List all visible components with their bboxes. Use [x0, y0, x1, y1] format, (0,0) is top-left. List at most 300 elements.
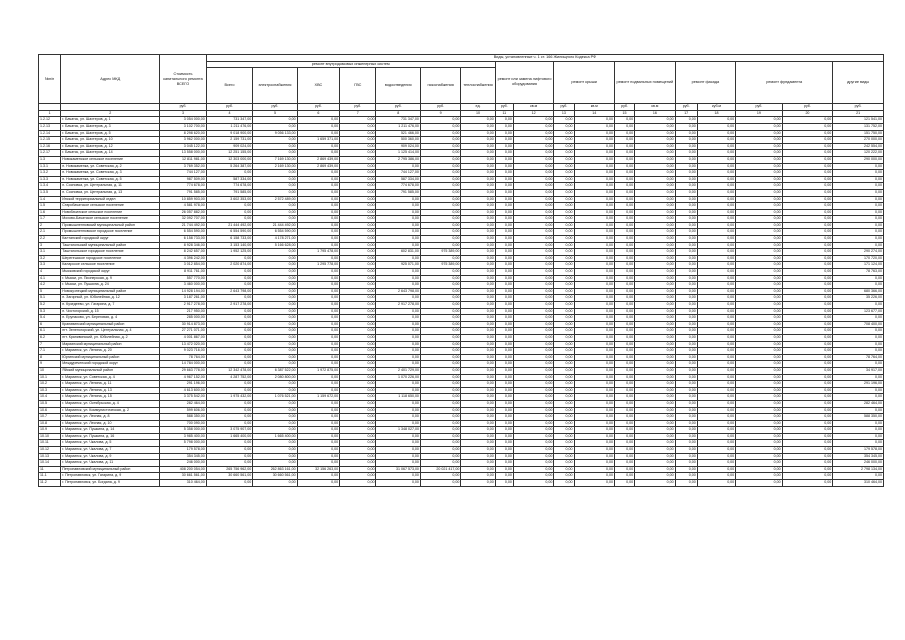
value-cell: 0,00 [675, 222, 697, 229]
value-cell: 0,00 [736, 374, 782, 381]
value-cell: 270 000,00 [833, 137, 884, 144]
value-cell: 0,00 [461, 308, 495, 315]
value-cell: 0,00 [782, 315, 833, 322]
value-cell: 0,00 [297, 460, 339, 467]
value-cell: 0,00 [461, 262, 495, 269]
unit-cell: кв.м [635, 104, 675, 111]
value-cell: 0,00 [675, 308, 697, 315]
value-cell: 0,00 [253, 387, 297, 394]
value-cell: 0,00 [461, 130, 495, 137]
value-cell: 0,00 [461, 315, 495, 322]
value-cell: 0,00 [782, 150, 833, 157]
table-row [39, 387, 884, 394]
value-cell: 0,00 [495, 176, 513, 183]
value-cell: 0,00 [782, 275, 833, 282]
value-cell: 1 125 414,00 [376, 150, 420, 157]
row-address: Новокузнецкий муниципальный район [61, 288, 160, 295]
value-cell: 0,00 [782, 242, 833, 249]
types-group-header: Виды, установленные ч. 1 ст. 166 Жилищного Кодекса РФ [206, 55, 883, 62]
value-cell: 0,00 [782, 203, 833, 210]
row-number: 10.10 [39, 433, 61, 440]
value-cell: 0,00 [340, 176, 376, 183]
value-cell: 0,00 [495, 400, 513, 407]
row-number: 1.2.15 [39, 137, 61, 144]
value-cell: 0,00 [614, 427, 634, 434]
value-cell: 0,00 [513, 460, 553, 467]
value-cell: 0,00 [574, 236, 614, 243]
value-cell: 0,00 [420, 400, 460, 407]
value-cell: 0,00 [675, 216, 697, 223]
value-cell: 0,00 [554, 288, 574, 295]
value-cell: 0,00 [675, 466, 697, 473]
value-cell: 0,00 [420, 130, 460, 137]
value-cell: 0,00 [833, 275, 884, 282]
value-cell: 0,00 [495, 282, 513, 289]
value-cell: 0,00 [736, 176, 782, 183]
value-cell: 731 347,00 [206, 117, 252, 124]
value-cell: 0,00 [736, 183, 782, 190]
value-cell: 0,00 [782, 123, 833, 130]
value-cell: 0,00 [782, 367, 833, 374]
table-row [39, 163, 884, 170]
value-cell: 731 347,00 [376, 117, 420, 124]
row-address: Междуреченский городской округ [61, 361, 160, 368]
value-cell: 0,00 [635, 302, 675, 309]
value-cell: 0,00 [635, 427, 675, 434]
column-index-cell: 8 [376, 110, 420, 117]
row-number: 4.1 [39, 275, 61, 282]
value-cell: 0,00 [833, 282, 884, 289]
value-cell: 0,00 [340, 407, 376, 414]
row-number: 3.2 [39, 255, 61, 262]
value-cell: 0,00 [420, 176, 460, 183]
value-cell: 0,00 [635, 394, 675, 401]
value-cell: 0,00 [833, 209, 884, 216]
value-cell: 0,00 [614, 302, 634, 309]
value-cell: 0,00 [495, 295, 513, 302]
value-cell: 0,00 [782, 282, 833, 289]
value-cell: 0,00 [461, 414, 495, 421]
value-cell: 0,00 [782, 480, 833, 487]
value-cell: 0,00 [513, 308, 553, 315]
value-cell: 0,00 [376, 242, 420, 249]
value-cell: 0,00 [782, 269, 833, 276]
value-cell: 0,00 [376, 414, 420, 421]
value-cell: 3 962 000,00 [160, 137, 206, 144]
value-cell: 1 159 672,00 [297, 394, 339, 401]
value-cell: 0,00 [833, 236, 884, 243]
value-cell: 0,00 [554, 249, 574, 256]
col-facade: ремонт фасада [675, 61, 736, 104]
row-number: 9 [39, 361, 61, 368]
value-cell: 0,00 [675, 262, 697, 269]
value-cell: 521 466,00 [376, 130, 420, 137]
value-cell: 0,00 [420, 407, 460, 414]
value-cell: 0,00 [697, 282, 735, 289]
value-cell: 0,00 [833, 361, 884, 368]
value-cell: 0,00 [574, 275, 614, 282]
value-cell: 0,00 [614, 381, 634, 388]
value-cell: 0,00 [340, 447, 376, 454]
value-cell: 0,00 [495, 163, 513, 170]
row-address: г. Мариинск, ул. Октябрьская, д. 4 [61, 400, 160, 407]
value-cell: 0,00 [495, 222, 513, 229]
value-cell: 0,00 [635, 255, 675, 262]
table-row [39, 394, 884, 401]
col-gvs: ГВС [340, 68, 376, 104]
row-address: п. Кузедеево, ул. Гагарина, д. 7 [61, 302, 160, 309]
value-cell: 0,00 [340, 229, 376, 236]
value-cell: 0,00 [420, 420, 460, 427]
value-cell: 0,00 [461, 420, 495, 427]
value-cell: 0,00 [635, 315, 675, 322]
value-cell: 0,00 [736, 381, 782, 388]
value-cell: 0,00 [554, 334, 574, 341]
value-cell: 0,00 [574, 400, 614, 407]
value-cell: 0,00 [461, 400, 495, 407]
value-cell: 0,00 [697, 480, 735, 487]
value-cell: 6 387 522,00 [253, 367, 297, 374]
value-cell: 791 585,00 [206, 189, 252, 196]
value-cell: 0,00 [675, 249, 697, 256]
value-cell: 8 298 620,00 [160, 130, 206, 137]
value-cell: 0,00 [782, 209, 833, 216]
unit-cell: руб. [495, 104, 513, 111]
value-cell: 0,00 [513, 209, 553, 216]
value-cell: 0,00 [574, 308, 614, 315]
value-cell: 265 756 962,00 [206, 466, 252, 473]
value-cell: 1 076 521,00 [253, 394, 297, 401]
value-cell: 0,00 [614, 348, 634, 355]
value-cell: 0,00 [554, 170, 574, 177]
value-cell: 5 166 628,00 [253, 242, 297, 249]
value-cell: 0,00 [253, 209, 297, 216]
value-cell: 0,00 [340, 328, 376, 335]
value-cell: 0,00 [614, 420, 634, 427]
value-cell: 8 928 346,00 [160, 242, 206, 249]
value-cell: 0,00 [495, 156, 513, 163]
value-cell: 0,00 [297, 427, 339, 434]
value-cell: 0,00 [495, 255, 513, 262]
value-cell: 0,00 [297, 123, 339, 130]
value-cell: 0,00 [736, 440, 782, 447]
value-cell: 151 750,00 [833, 130, 884, 137]
value-cell: 0,00 [736, 354, 782, 361]
value-cell: 0,00 [833, 420, 884, 427]
value-cell: 0,00 [495, 275, 513, 282]
value-cell: 0,00 [253, 328, 297, 335]
value-cell: 0,00 [461, 334, 495, 341]
value-cell: 0,00 [782, 466, 833, 473]
value-cell: 0,00 [461, 236, 495, 243]
value-cell: 0,00 [340, 321, 376, 328]
value-cell: 0,00 [513, 420, 553, 427]
row-address: Мохово-Бачатское сельское поселение [61, 216, 160, 223]
value-cell: 2 169 130,00 [253, 163, 297, 170]
value-cell: 30 914 873,00 [160, 321, 206, 328]
value-cell: 0,00 [614, 374, 634, 381]
value-cell: 0,00 [635, 209, 675, 216]
value-cell: 0,00 [736, 216, 782, 223]
value-cell: 0,00 [697, 433, 735, 440]
column-index-cell: 6 [297, 110, 339, 117]
value-cell: 0,00 [461, 447, 495, 454]
value-cell: 0,00 [513, 170, 553, 177]
row-number: 3 [39, 242, 61, 249]
value-cell: 0,00 [253, 480, 297, 487]
value-cell: 0,00 [340, 189, 376, 196]
table-row [39, 400, 884, 407]
value-cell: 0,00 [675, 163, 697, 170]
value-cell: 0,00 [675, 341, 697, 348]
value-cell: 0,00 [697, 374, 735, 381]
value-cell: 0,00 [495, 236, 513, 243]
value-cell: 0,00 [635, 189, 675, 196]
value-cell: 0,00 [420, 203, 460, 210]
value-cell: 0,00 [495, 341, 513, 348]
value-cell: 0,00 [736, 282, 782, 289]
row-address: г. Мариинск, ул. Лесная, д. 8 [61, 414, 160, 421]
value-cell: 0,00 [736, 222, 782, 229]
value-cell: 0,00 [253, 262, 297, 269]
value-cell: 0,00 [297, 117, 339, 124]
value-cell: 0,00 [513, 262, 553, 269]
value-cell: 0,00 [513, 123, 553, 130]
value-cell: 0,00 [297, 407, 339, 414]
value-cell: 0,00 [297, 176, 339, 183]
row-address: Новокаменское сельское поселение [61, 156, 160, 163]
value-cell: 0,00 [697, 334, 735, 341]
value-cell: 0,00 [554, 447, 574, 454]
row-address: г. Бачатск, ул. Шахтеров, д. 3 [61, 123, 160, 130]
value-cell: 3 054 000,00 [160, 117, 206, 124]
value-cell: 282 464,00 [833, 400, 884, 407]
value-cell: 2 643 798,00 [376, 288, 420, 295]
value-cell: 0,00 [736, 156, 782, 163]
value-cell: 0,00 [206, 282, 252, 289]
value-cell: 0,00 [614, 216, 634, 223]
value-cell: 588 350,00 [833, 414, 884, 421]
value-cell: 3 460 000,00 [160, 282, 206, 289]
value-cell: 0,00 [253, 203, 297, 210]
row-address: п. Сосновка, ул. Центральная, д. 11 [61, 183, 160, 190]
value-cell: 0,00 [495, 427, 513, 434]
value-cell: 0,00 [461, 480, 495, 487]
value-cell: 0,00 [833, 433, 884, 440]
value-cell: 0,00 [461, 269, 495, 276]
value-cell: 0,00 [782, 189, 833, 196]
value-cell: 0,00 [833, 473, 884, 480]
value-cell: 0,00 [253, 123, 297, 130]
col-power: электроснабжения [253, 68, 297, 104]
unit-cell: куб.м [697, 104, 735, 111]
value-cell: 0,00 [635, 123, 675, 130]
value-cell: 0,00 [614, 249, 634, 256]
value-cell: 4 967 152,00 [160, 374, 206, 381]
value-cell: 0,00 [782, 420, 833, 427]
value-cell: 0,00 [297, 143, 339, 150]
unit-cell: ед. [461, 104, 495, 111]
value-cell: 0,00 [675, 447, 697, 454]
value-cell: 0,00 [554, 150, 574, 157]
value-cell: 0,00 [833, 222, 884, 229]
value-cell: 170 720,00 [833, 255, 884, 262]
value-cell: 30 660 561,00 [253, 473, 297, 480]
unit-cell: руб. [297, 104, 339, 111]
col-foundation: ремонт фундамента [736, 61, 833, 104]
value-cell: 0,00 [554, 130, 574, 137]
unit-cell [61, 104, 160, 111]
value-cell: 0,00 [420, 196, 460, 203]
value-cell: 0,00 [253, 348, 297, 355]
data-grid [38, 54, 884, 487]
value-cell: 0,00 [495, 203, 513, 210]
value-cell: 4 178 271,00 [253, 236, 297, 243]
row-number: 1.3 [39, 156, 61, 163]
value-cell: 0,00 [574, 262, 614, 269]
value-cell: 680 366,00 [833, 288, 884, 295]
value-cell: 0,00 [554, 196, 574, 203]
value-cell: 0,00 [420, 183, 460, 190]
row-number: 1.3.2 [39, 170, 61, 177]
value-cell: 0,00 [574, 203, 614, 210]
col-gas: газоснабжения [420, 68, 460, 104]
value-cell: 0,00 [574, 150, 614, 157]
value-cell: 0,00 [420, 427, 460, 434]
value-cell: 0,00 [614, 262, 634, 269]
value-cell: 0,00 [513, 473, 553, 480]
table-row [39, 328, 884, 335]
value-cell: 0,00 [297, 348, 339, 355]
value-cell: 0,00 [340, 302, 376, 309]
value-cell: 0,00 [635, 282, 675, 289]
value-cell: 0,00 [420, 341, 460, 348]
table-row [39, 407, 884, 414]
value-cell: 0,00 [376, 209, 420, 216]
row-address: пгт. Зеленогорский, ул. Центральная, д. 4 [61, 328, 160, 335]
value-cell: 0,00 [297, 209, 339, 216]
value-cell: 0,00 [736, 420, 782, 427]
value-cell: 0,00 [833, 328, 884, 335]
value-cell: 0,00 [574, 354, 614, 361]
value-cell: 1 952 125,00 [206, 249, 252, 256]
value-cell: 0,00 [461, 222, 495, 229]
column-index-cell: 2 [61, 110, 160, 117]
value-cell: 0,00 [461, 275, 495, 282]
table-row [39, 453, 884, 460]
value-cell: 588 350,00 [160, 414, 206, 421]
value-cell: 0,00 [574, 334, 614, 341]
value-cell: 9 018 900,00 [206, 130, 252, 137]
value-cell: 0,00 [376, 269, 420, 276]
value-cell: 14 784 000,00 [160, 361, 206, 368]
value-cell: 0,00 [614, 367, 634, 374]
value-cell: 0,00 [513, 480, 553, 487]
value-cell: 0,00 [495, 269, 513, 276]
value-cell: 744 127,00 [376, 170, 420, 177]
value-cell: 0,00 [614, 328, 634, 335]
value-cell: 0,00 [554, 420, 574, 427]
value-cell: 0,00 [614, 288, 634, 295]
value-cell: 0,00 [736, 460, 782, 467]
value-cell: 0,00 [495, 189, 513, 196]
value-cell: 3 102 700,00 [160, 123, 206, 130]
value-cell: 0,00 [513, 374, 553, 381]
value-cell: 0,00 [420, 288, 460, 295]
value-cell: 0,00 [513, 414, 553, 421]
value-cell: 975 389,00 [420, 262, 460, 269]
value-cell: 0,00 [420, 236, 460, 243]
value-cell: 1 211 476,00 [206, 123, 252, 130]
value-cell: 0,00 [635, 288, 675, 295]
value-cell: 3 985 400,00 [160, 433, 206, 440]
row-number: 5.1 [39, 295, 61, 302]
value-cell: 0,00 [675, 367, 697, 374]
value-cell: 0,00 [461, 288, 495, 295]
table-row [39, 229, 884, 236]
unit-cell: руб. [833, 104, 884, 111]
value-cell: 0,00 [461, 374, 495, 381]
value-cell: 0,00 [614, 453, 634, 460]
value-cell: 0,00 [420, 354, 460, 361]
value-cell: 0,00 [614, 334, 634, 341]
value-cell: 0,00 [675, 143, 697, 150]
value-cell: 1 795 478,00 [297, 249, 339, 256]
value-cell: 0,00 [461, 170, 495, 177]
value-cell: 0,00 [574, 433, 614, 440]
table-row [39, 170, 884, 177]
value-cell: 0,00 [614, 473, 634, 480]
value-cell: 0,00 [554, 440, 574, 447]
col-lift: ремонт или замена лифтового оборудования [495, 61, 554, 104]
value-cell: 0,00 [297, 236, 339, 243]
row-address: Шерегешское городское поселение [61, 255, 160, 262]
value-cell: 0,00 [675, 156, 697, 163]
value-cell: 0,00 [420, 189, 460, 196]
value-cell: 0,00 [513, 367, 553, 374]
value-cell: 0,00 [614, 361, 634, 368]
table-row [39, 295, 884, 302]
value-cell: 0,00 [697, 209, 735, 216]
value-cell: 0,00 [614, 209, 634, 216]
row-number: 10.5 [39, 400, 61, 407]
value-cell: 123 677,00 [833, 308, 884, 315]
value-cell: 0,00 [782, 229, 833, 236]
value-cell: 0,00 [782, 216, 833, 223]
value-cell: 0,00 [206, 400, 252, 407]
value-cell: 0,00 [554, 236, 574, 243]
value-cell: 0,00 [675, 255, 697, 262]
value-cell: 0,00 [495, 150, 513, 157]
value-cell: 0,00 [574, 170, 614, 177]
value-cell: 0,00 [635, 334, 675, 341]
value-cell: 0,00 [697, 117, 735, 124]
value-cell: 0,00 [461, 466, 495, 473]
value-cell: 0,00 [340, 466, 376, 473]
value-cell: 0,00 [782, 196, 833, 203]
row-number: 10.9 [39, 427, 61, 434]
value-cell: 0,00 [574, 328, 614, 335]
value-cell: 0,00 [513, 433, 553, 440]
value-cell: 0,00 [614, 229, 634, 236]
value-cell: 0,00 [495, 117, 513, 124]
value-cell: 3 187 261,00 [160, 295, 206, 302]
value-cell: 0,00 [376, 236, 420, 243]
value-cell: 0,00 [461, 189, 495, 196]
value-cell: 0,00 [736, 334, 782, 341]
value-cell: 179 578,00 [160, 447, 206, 454]
unit-cell: руб. [782, 104, 833, 111]
